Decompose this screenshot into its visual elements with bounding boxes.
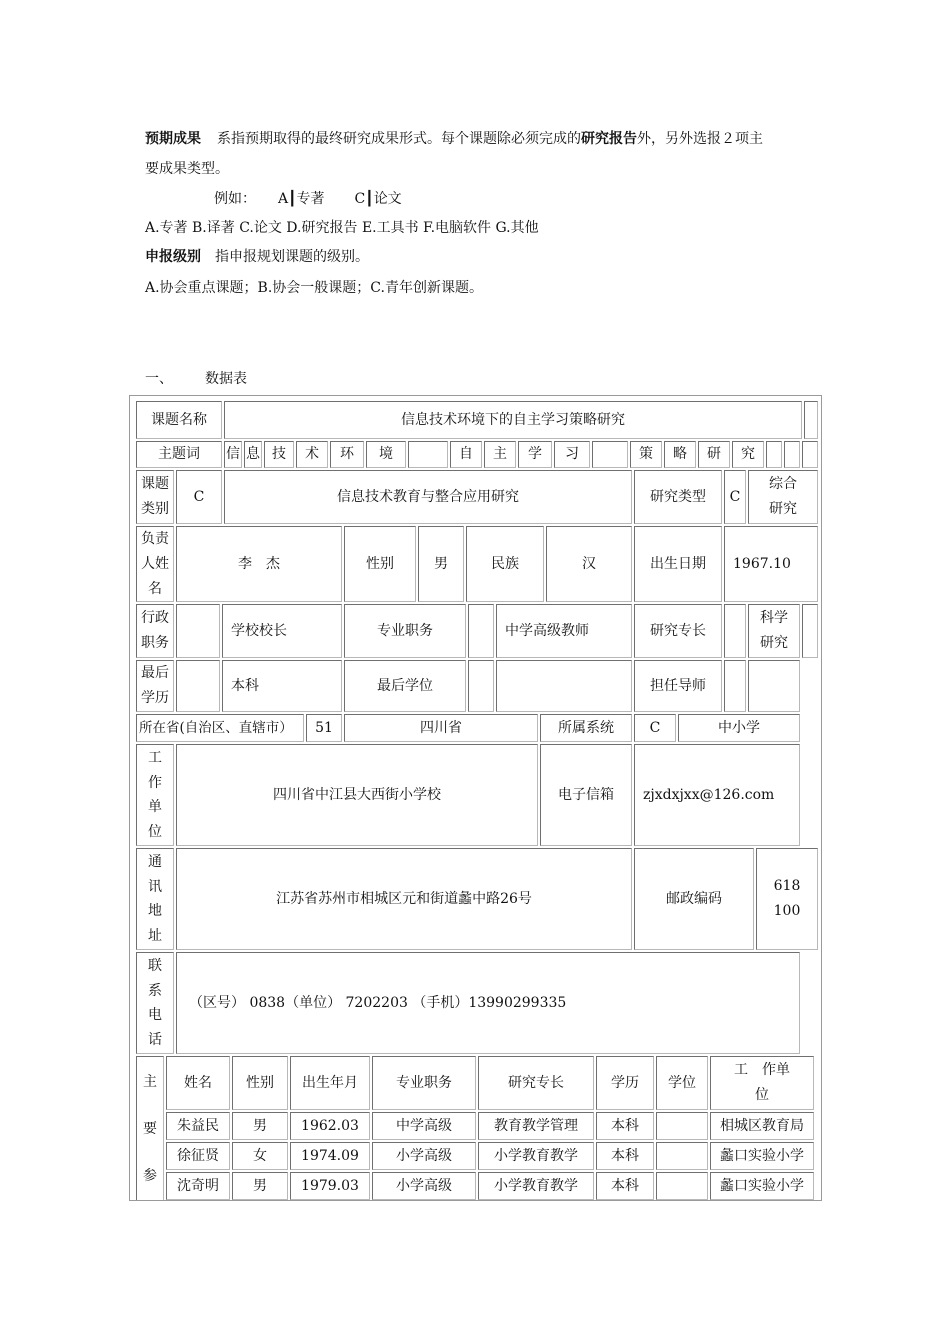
- keyword-4: 术: [296, 441, 328, 468]
- expected-results-text-a: 系指预期取得的最终研究成果形式。每个课题除必须完成的: [217, 131, 581, 147]
- table-row: 小学高级: [372, 1142, 476, 1170]
- province-code: 51: [306, 714, 342, 742]
- table-row: [656, 1142, 708, 1170]
- postcode-value: 618100: [756, 848, 818, 950]
- table-row: 男: [232, 1172, 288, 1200]
- system-value: 中小学: [678, 714, 800, 742]
- table-row: 小学教育教学: [478, 1172, 594, 1200]
- members-header-education: 学历: [596, 1056, 654, 1110]
- keyword-13: 策: [630, 441, 662, 468]
- expected-results-bold: 研究报告: [581, 131, 637, 147]
- specialty-label: 研究专长: [634, 604, 722, 658]
- gender-label: 性别: [344, 526, 416, 602]
- section-heading: [145, 368, 247, 388]
- members-header-name: 姓名: [166, 1056, 230, 1110]
- keyword-16: 究: [732, 441, 764, 468]
- ethnicity-label: 民族: [466, 526, 544, 602]
- category-label: 课题类别: [136, 470, 174, 524]
- keyword-14: 略: [664, 441, 696, 468]
- table-row: 中学高级: [372, 1112, 476, 1140]
- education-label: 最后学历: [136, 660, 174, 712]
- example-label: 例如：: [214, 191, 256, 207]
- level-text: 指申报规划课题的级别。: [215, 249, 369, 265]
- pro-post-code: [468, 604, 494, 658]
- phone-label: 联系电话: [136, 952, 174, 1054]
- specialty-code: [724, 604, 746, 658]
- table-row: 本科: [596, 1172, 654, 1200]
- leader-label: 负责人姓名: [136, 526, 174, 602]
- province-label: 所在省(自治区、直辖市）: [136, 714, 304, 742]
- table-row: 沈奇明: [166, 1172, 230, 1200]
- supervisor-label: 担任导师: [634, 660, 722, 712]
- research-type-code: C: [724, 470, 746, 524]
- keyword-extra-2: [784, 441, 800, 468]
- members-header-specialty: 研究专长: [478, 1056, 594, 1110]
- birth-value: 1967.10: [724, 526, 818, 602]
- table-row: 1979.03: [290, 1172, 370, 1200]
- email-label: 电子信箱: [540, 744, 632, 846]
- members-header-gender: 性别: [232, 1056, 288, 1110]
- table-row: 小学教育教学: [478, 1142, 594, 1170]
- members-header-workplace: 工 作单 位: [710, 1056, 814, 1110]
- email-value: zjxdxjxx@126.com: [634, 744, 800, 846]
- keyword-extra-1: [766, 441, 782, 468]
- supervisor-value: [748, 660, 800, 712]
- expected-results-label: 预期成果: [145, 131, 201, 147]
- level-note: [145, 246, 369, 266]
- keyword-11: 习: [554, 441, 590, 468]
- admin-post-code: [176, 604, 220, 658]
- category-code: C: [176, 470, 222, 524]
- table-row: 女: [232, 1142, 288, 1170]
- members-header-degree: 学位: [656, 1056, 708, 1110]
- topic-name-label: 课题名称: [136, 401, 222, 439]
- keyword-1: 信: [224, 441, 242, 468]
- keyword-extra-3: [802, 441, 818, 468]
- result-options: A.专著 B.译著 C.论文 D.研究报告 E.工具书 F.电脑软件 G.其他: [145, 220, 539, 236]
- table-row: 1974.09: [290, 1142, 370, 1170]
- example-line: [214, 188, 402, 208]
- example-a: A┃专著: [278, 191, 325, 207]
- keyword-7: [408, 441, 448, 468]
- system-label: 所属系统: [540, 714, 632, 742]
- leader-name: 李 杰: [176, 526, 342, 602]
- postcode-label: 邮政编码: [634, 848, 754, 950]
- pro-post-value: 中学高级教师: [496, 604, 632, 658]
- research-type-label: 研究类型: [634, 470, 722, 524]
- workplace-value: 四川省中江县大西街小学校: [176, 744, 538, 846]
- level-label: 申报级别: [145, 249, 201, 265]
- topic-name-end: [804, 401, 818, 439]
- keyword-12: [592, 441, 628, 468]
- phone-value: （区号） 0838（单位） 7202203 （手机）13990299335: [176, 952, 800, 1054]
- degree-label: 最后学位: [344, 660, 466, 712]
- supervisor-code: [724, 660, 746, 712]
- expected-results-text-b: 外，另外选报２项主: [637, 131, 763, 147]
- keyword-15: 研: [698, 441, 730, 468]
- keywords-label: 主题词: [136, 441, 222, 468]
- address-value: 江苏省苏州市相城区元和街道蠡中路26号: [176, 848, 632, 950]
- table-row: 教育教学管理: [478, 1112, 594, 1140]
- keyword-10: 学: [518, 441, 552, 468]
- table-row: 本科: [596, 1142, 654, 1170]
- workplace-label: 工作单位: [136, 744, 174, 846]
- members-header-birth: 出生年月: [290, 1056, 370, 1110]
- degree-value: [496, 660, 632, 712]
- example-c: C┃论文: [354, 191, 402, 207]
- table-row: 蠡口实验小学: [710, 1142, 814, 1170]
- keyword-9: 主: [484, 441, 516, 468]
- table-row: 徐征贤: [166, 1142, 230, 1170]
- table-row: 本科: [596, 1112, 654, 1140]
- pro-post-label: 专业职务: [344, 604, 466, 658]
- table-row: [656, 1172, 708, 1200]
- specialty-end: [802, 604, 818, 658]
- table-row: 小学高级: [372, 1172, 476, 1200]
- keyword-8: 自: [450, 441, 482, 468]
- keyword-5: 环: [330, 441, 364, 468]
- expected-results-note: [145, 128, 763, 148]
- gender-value: 男: [418, 526, 464, 602]
- table-row: 1962.03: [290, 1112, 370, 1140]
- level-options: A.协会重点课题；B.协会一般课题；C.青年创新课题。: [145, 280, 483, 296]
- birth-label: 出生日期: [634, 526, 722, 602]
- education-value: 本科: [222, 660, 342, 712]
- keyword-2: 息: [244, 441, 262, 468]
- expected-results-continued: 要成果类型。: [145, 161, 229, 177]
- members-header-post: 专业职务: [372, 1056, 476, 1110]
- keyword-6: 境: [366, 441, 406, 468]
- section-title: 数据表: [205, 371, 247, 387]
- keyword-3: 技: [264, 441, 294, 468]
- province-value: 四川省: [344, 714, 538, 742]
- table-row: [656, 1112, 708, 1140]
- category-value: 信息技术教育与整合应用研究: [224, 470, 632, 524]
- education-code: [176, 660, 220, 712]
- section-number: 一、: [145, 371, 173, 387]
- members-label: 主要参: [136, 1056, 164, 1201]
- table-row: 相城区教育局: [710, 1112, 814, 1140]
- data-form: [129, 395, 822, 1201]
- specialty-value: 科学研究: [748, 604, 800, 658]
- topic-name-value: 信息技术环境下的自主学习策略研究: [224, 401, 802, 439]
- admin-post-value: 学校校长: [222, 604, 342, 658]
- table-row: 蠡口实验小学: [710, 1172, 814, 1200]
- table-row: 朱益民: [166, 1112, 230, 1140]
- ethnicity-value: 汉: [546, 526, 632, 602]
- system-code: C: [634, 714, 676, 742]
- table-row: 男: [232, 1112, 288, 1140]
- research-type-value: 综合研究: [748, 470, 818, 524]
- admin-post-label: 行政职务: [136, 604, 174, 658]
- degree-code: [468, 660, 494, 712]
- address-label: 通讯地址: [136, 848, 174, 950]
